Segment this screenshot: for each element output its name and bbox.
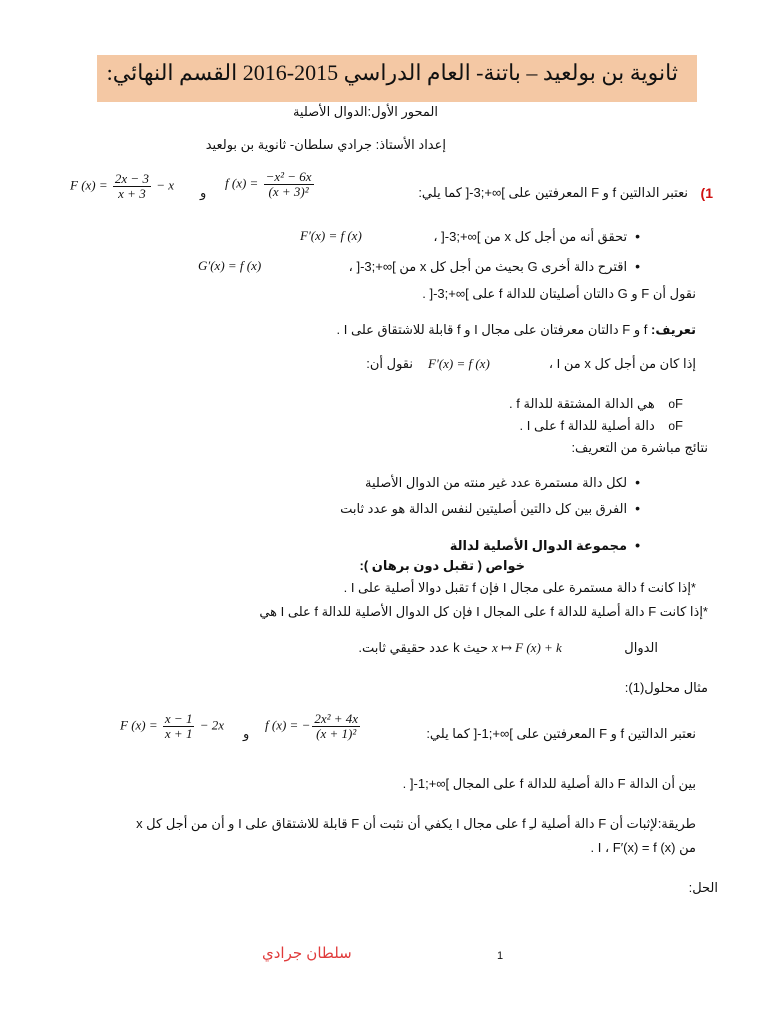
bullet-2: • اقترح دالة أخرى G بحيث من أجل كل x من ]∞+;3-[ ، [349,258,640,275]
property-2-tail: حيث k عدد حقيقي ثابت. [358,640,488,655]
property-2-cont: الدوال [624,640,658,655]
consequence-2: • الفرق بين كل دالتين أصليتين لنفس الدالة هو عدد ثابت [340,500,640,517]
example-method-1: طريقة:لإثبات أن F دالة أصلية لـِ f على مجال I يكفي أن نثبت أن F قابلة للاشتقاق على I و أن من أجل كل x [136,816,696,831]
definition-condition-tail: نقول أن: [366,356,413,371]
F-definition: F (x) = $\frac{2x - 3}{x + 3}$ − x [70,171,174,201]
property-1: *إذا كانت f دالة مستمرة على مجال I فإن f تقبل دوالا أصلية على I . [343,580,696,595]
definition-item-2: o F دالة أصلية للدالة f على I . [519,418,683,434]
property-2: *إذا كانت F دالة أصلية للدالة f على المجال I فإن كل الدوال الأصلية للدالة f على I هي [259,604,708,619]
example-F-definition: F (x) = $\frac{x - 1}{x + 1}$ − 2x [120,711,224,741]
solution-label: الحل: [688,880,718,895]
property-2-math: x ↦ F (x) + k [492,640,562,655]
bullet-1-math: F′(x) = f (x) [300,228,362,243]
definition-label: تعريف: [651,322,696,337]
exercise-number: 1) [700,185,713,201]
consequences-title: نتائج مباشرة من التعريف: [571,440,708,455]
bullet-2-math: G′(x) = f (x) [198,258,262,273]
consequence-3: • مجموعة الدوال الأصلية لدالة [450,537,640,554]
consequence-1: • لكل دالة مستمرة عدد غير منته من الدوال الأصلية [365,474,640,491]
definition-condition: إذا كان من أجل كل x من I ، [548,356,696,371]
bullet-1: • تحقق أنه من أجل كل x من ]∞+;3-[ ، [433,228,640,245]
exercise-conclusion: نقول أن F و G دالتان أصليتان للدالة f على ]∞+;3-[ . [422,286,696,301]
definition-line: تعريف: f و F دالتان معرفتان على مجال I و f قابلة للاشتقاق على I . [336,322,696,337]
author-line: إعداد الأستاذ: جرادي سلطان- ثانوية بن بولعيد [205,137,446,152]
example-task: بين أن الدالة F دالة أصلية للدالة f على المجال ]∞+;1-[ . [402,776,696,791]
f-definition: f (x) = $\frac{\text{−x² − 6x}}{\text{(x + 3)²}}$ [225,169,312,199]
definition-item-1: o F هي الدالة المشتقة للدالة f . [509,396,683,412]
page-number: 1 [497,950,504,962]
definition-condition-math: F′(x) = f (x) [428,356,490,371]
example-method-2: من I ، F′(x) = f (x) . [590,840,696,855]
axis-title: المحور الأول:الدوال الأصلية [292,104,438,119]
properties-title: خواص ( تقبل دون برهان ): [359,558,525,573]
page-title: ثانوية بن بولعيد – باتنة- العام الدراسي 2015-2016 القسم النهائي: [106,60,678,85]
example-title: مثال محلول(1): [624,680,708,695]
exercise-intro: نعتبر الدالتين f و F المعرفتين على ]∞+;3-[ كما يلي: [418,185,688,200]
example-f-definition: f (x) = − $\frac{\text{2x² + 4x}}{\text{(x + 1)²}}$ [265,711,359,741]
and-word: و [200,185,207,200]
footer-author: سلطان جرادي [262,945,352,962]
example-intro: نعتبر الدالتين f و F المعرفتين على ]∞+;1-[ كما يلي: [426,726,696,741]
example-and: و [243,726,250,741]
